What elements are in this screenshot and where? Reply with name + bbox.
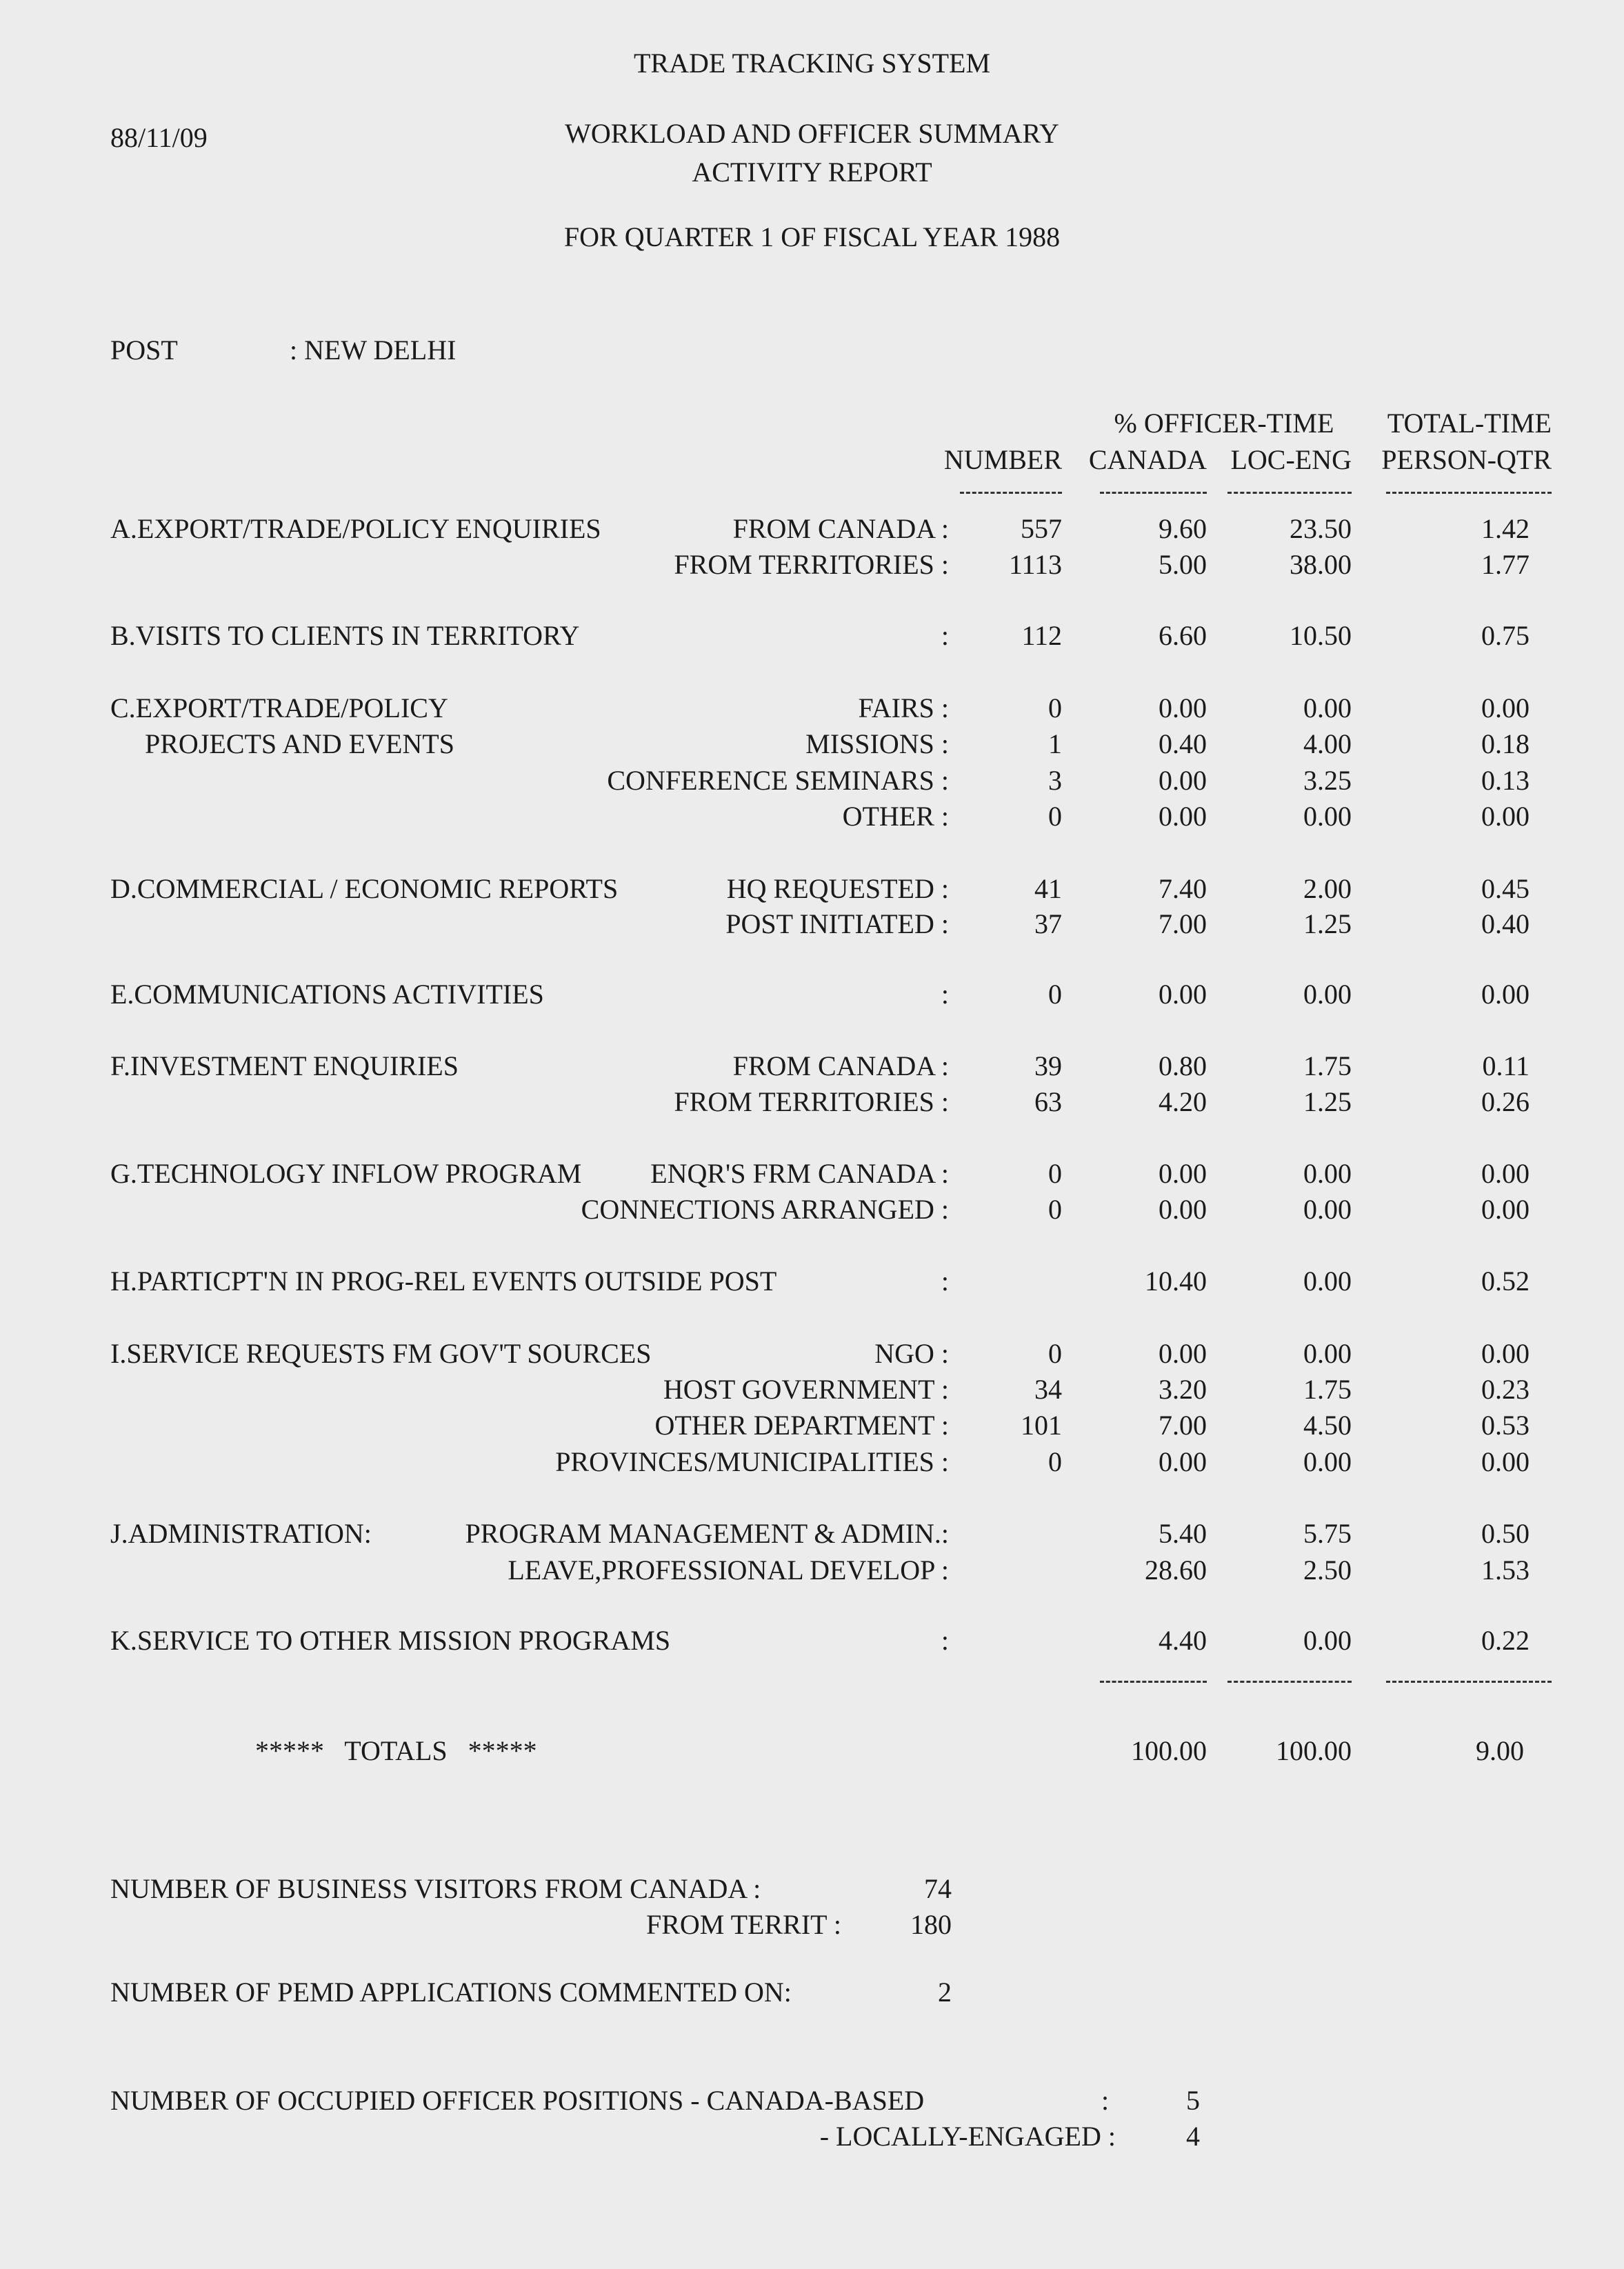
row-number: 41 xyxy=(1034,873,1062,904)
positions-canada-value: 5 xyxy=(1186,2085,1200,2116)
row-subcategory: NGO : xyxy=(874,1338,949,1369)
row-subcategory: : xyxy=(941,620,949,651)
col-canada: CANADA xyxy=(1088,444,1207,475)
row-canada-pct: 4.20 xyxy=(1159,1086,1207,1117)
row-canada-pct: 5.40 xyxy=(1159,1518,1207,1549)
row-person-qtr: 0.00 xyxy=(1481,1158,1530,1189)
row-number: 0 xyxy=(1048,1446,1062,1477)
row-subcategory: FROM CANADA : xyxy=(732,513,949,544)
totals-label: ***** TOTALS ***** xyxy=(255,1735,537,1766)
row-person-qtr: 0.26 xyxy=(1481,1086,1530,1117)
row-category: I.SERVICE REQUESTS FM GOV'T SOURCES xyxy=(110,1338,652,1369)
col-group-officer-time: % OFFICER-TIME xyxy=(1114,408,1334,439)
totals-person-qtr: 9.00 xyxy=(1476,1735,1524,1766)
row-person-qtr: 0.18 xyxy=(1481,728,1530,759)
row-loc-eng-pct: 0.00 xyxy=(1303,1158,1352,1189)
row-loc-eng-pct: 0.00 xyxy=(1303,1194,1352,1225)
row-canada-pct: 0.00 xyxy=(1159,765,1207,796)
row-subcategory: CONFERENCE SEMINARS : xyxy=(607,765,949,796)
row-loc-eng-pct: 3.25 xyxy=(1303,765,1352,796)
row-number: 101 xyxy=(1021,1410,1062,1441)
row-number: 63 xyxy=(1034,1086,1062,1117)
positions-canada-sep: : xyxy=(1101,2085,1110,2116)
row-number: 0 xyxy=(1048,692,1062,723)
report-period: FOR QUARTER 1 OF FISCAL YEAR 1988 xyxy=(563,221,1061,252)
row-loc-eng-pct: 38.00 xyxy=(1290,549,1352,580)
row-category: E.COMMUNICATIONS ACTIVITIES xyxy=(110,979,544,1010)
loc-eng-total-rule xyxy=(1227,1681,1352,1683)
row-number: 3 xyxy=(1048,765,1062,796)
row-loc-eng-pct: 1.25 xyxy=(1303,1086,1352,1117)
row-subcategory: : xyxy=(941,979,949,1010)
pemd-label: NUMBER OF PEMD APPLICATIONS COMMENTED ON: xyxy=(110,1977,792,2008)
row-person-qtr: 0.00 xyxy=(1481,1338,1530,1369)
row-person-qtr: 0.00 xyxy=(1481,801,1530,832)
report-subtitle: ACTIVITY REPORT xyxy=(692,157,932,188)
row-subcategory: FAIRS : xyxy=(858,692,949,723)
row-canada-pct: 7.00 xyxy=(1159,908,1207,939)
row-loc-eng-pct: 0.00 xyxy=(1303,1338,1352,1369)
row-category: PROJECTS AND EVENTS xyxy=(145,728,454,759)
visitors-territ-value: 180 xyxy=(910,1909,952,1940)
post-label: POST xyxy=(110,334,178,366)
row-person-qtr: 0.23 xyxy=(1481,1374,1530,1405)
row-canada-pct: 0.00 xyxy=(1159,979,1207,1010)
row-number: 0 xyxy=(1048,1338,1062,1369)
row-person-qtr: 1.77 xyxy=(1481,549,1530,580)
row-number: 0 xyxy=(1048,1194,1062,1225)
row-subcategory: HQ REQUESTED : xyxy=(726,873,949,904)
row-person-qtr: 0.22 xyxy=(1481,1625,1530,1656)
row-canada-pct: 0.00 xyxy=(1159,1194,1207,1225)
system-title: TRADE TRACKING SYSTEM xyxy=(633,48,991,79)
col-number: NUMBER xyxy=(943,444,1062,475)
row-subcategory: OTHER DEPARTMENT : xyxy=(654,1410,949,1441)
row-category: J.ADMINISTRATION: xyxy=(110,1518,372,1549)
row-loc-eng-pct: 0.00 xyxy=(1303,1446,1352,1477)
row-canada-pct: 0.00 xyxy=(1159,1338,1207,1369)
row-loc-eng-pct: 0.00 xyxy=(1303,1266,1352,1297)
row-subcategory: MISSIONS : xyxy=(805,728,949,759)
col-group-total-time: TOTAL-TIME xyxy=(1387,408,1552,439)
positions-canada-label: NUMBER OF OCCUPIED OFFICER POSITIONS - CANADA-BASED xyxy=(110,2085,925,2116)
row-person-qtr: 0.45 xyxy=(1481,873,1530,904)
row-canada-pct: 9.60 xyxy=(1159,513,1207,544)
row-number: 557 xyxy=(1021,513,1062,544)
row-category: F.INVESTMENT ENQUIRIES xyxy=(110,1050,459,1081)
row-category: H.PARTICPT'N IN PROG-REL EVENTS OUTSIDE POST xyxy=(110,1266,777,1297)
row-canada-pct: 28.60 xyxy=(1145,1555,1207,1586)
row-number: 39 xyxy=(1034,1050,1062,1081)
row-loc-eng-pct: 1.75 xyxy=(1303,1050,1352,1081)
row-loc-eng-pct: 10.50 xyxy=(1290,620,1352,651)
row-number: 37 xyxy=(1034,908,1062,939)
row-category: K.SERVICE TO OTHER MISSION PROGRAMS xyxy=(110,1625,671,1656)
row-person-qtr: 1.42 xyxy=(1481,513,1530,544)
row-number: 1 xyxy=(1048,728,1062,759)
pemd-value: 2 xyxy=(938,1977,952,2008)
row-person-qtr: 0.00 xyxy=(1481,692,1530,723)
row-person-qtr: 0.11 xyxy=(1482,1050,1530,1081)
row-number: 112 xyxy=(1021,620,1062,651)
row-loc-eng-pct: 0.00 xyxy=(1303,692,1352,723)
row-category: C.EXPORT/TRADE/POLICY xyxy=(110,692,448,723)
row-loc-eng-pct: 1.75 xyxy=(1303,1374,1352,1405)
row-number: 34 xyxy=(1034,1374,1062,1405)
row-person-qtr: 0.52 xyxy=(1481,1266,1530,1297)
row-canada-pct: 7.00 xyxy=(1159,1410,1207,1441)
canada-total-rule xyxy=(1100,1681,1207,1683)
row-loc-eng-pct: 0.00 xyxy=(1303,801,1352,832)
row-canada-pct: 0.80 xyxy=(1159,1050,1207,1081)
row-category: B.VISITS TO CLIENTS IN TERRITORY xyxy=(110,620,580,651)
row-subcategory: FROM CANADA : xyxy=(732,1050,949,1081)
row-person-qtr: 0.00 xyxy=(1481,1446,1530,1477)
positions-local-label: - LOCALLY-ENGAGED : xyxy=(819,2121,1116,2152)
report-date: 88/11/09 xyxy=(110,122,208,153)
totals-canada: 100.00 xyxy=(1131,1735,1207,1766)
row-number: 0 xyxy=(1048,801,1062,832)
row-canada-pct: 5.00 xyxy=(1159,549,1207,580)
loc-eng-underline xyxy=(1227,492,1352,494)
row-canada-pct: 4.40 xyxy=(1159,1625,1207,1656)
row-category: D.COMMERCIAL / ECONOMIC REPORTS xyxy=(110,873,619,904)
row-loc-eng-pct: 2.00 xyxy=(1303,873,1352,904)
row-number: 1113 xyxy=(1008,549,1062,580)
row-subcategory: CONNECTIONS ARRANGED : xyxy=(581,1194,949,1225)
row-loc-eng-pct: 4.50 xyxy=(1303,1410,1352,1441)
row-subcategory: : xyxy=(941,1266,949,1297)
row-person-qtr: 0.13 xyxy=(1481,765,1530,796)
row-loc-eng-pct: 0.00 xyxy=(1303,1625,1352,1656)
row-subcategory: POST INITIATED : xyxy=(725,908,949,939)
row-subcategory: PROGRAM MANAGEMENT & ADMIN.: xyxy=(465,1518,949,1549)
row-category: G.TECHNOLOGY INFLOW PROGRAM xyxy=(110,1158,582,1189)
row-loc-eng-pct: 0.00 xyxy=(1303,979,1352,1010)
number-underline xyxy=(960,492,1062,494)
row-loc-eng-pct: 4.00 xyxy=(1303,728,1352,759)
row-person-qtr: 0.40 xyxy=(1481,908,1530,939)
row-canada-pct: 0.00 xyxy=(1159,1158,1207,1189)
row-canada-pct: 0.40 xyxy=(1159,728,1207,759)
post-value: : NEW DELHI xyxy=(290,334,457,366)
row-loc-eng-pct: 23.50 xyxy=(1290,513,1352,544)
col-person-qtr: PERSON-QTR xyxy=(1381,444,1552,475)
row-person-qtr: 0.00 xyxy=(1481,979,1530,1010)
row-person-qtr: 0.50 xyxy=(1481,1518,1530,1549)
row-subcategory: OTHER : xyxy=(842,801,949,832)
visitors-canada-label: NUMBER OF BUSINESS VISITORS FROM CANADA : xyxy=(110,1873,761,1904)
row-number: 0 xyxy=(1048,1158,1062,1189)
canada-underline xyxy=(1100,492,1207,494)
row-canada-pct: 10.40 xyxy=(1145,1266,1207,1297)
row-subcategory: FROM TERRITORIES : xyxy=(674,549,949,580)
col-loc-eng: LOC-ENG xyxy=(1230,444,1352,475)
row-category: A.EXPORT/TRADE/POLICY ENQUIRIES xyxy=(110,513,601,544)
row-person-qtr: 1.53 xyxy=(1481,1555,1530,1586)
row-canada-pct: 7.40 xyxy=(1159,873,1207,904)
row-subcategory: HOST GOVERNMENT : xyxy=(663,1374,949,1405)
row-loc-eng-pct: 2.50 xyxy=(1303,1555,1352,1586)
report-title: WORKLOAD AND OFFICER SUMMARY xyxy=(565,118,1059,149)
row-loc-eng-pct: 5.75 xyxy=(1303,1518,1352,1549)
totals-loc-eng: 100.00 xyxy=(1276,1735,1352,1766)
row-subcategory: LEAVE,PROFESSIONAL DEVELOP : xyxy=(508,1555,949,1586)
person-qtr-total-rule xyxy=(1386,1681,1552,1683)
row-person-qtr: 0.75 xyxy=(1481,620,1530,651)
row-loc-eng-pct: 1.25 xyxy=(1303,908,1352,939)
positions-local-value: 4 xyxy=(1186,2121,1200,2152)
row-canada-pct: 3.20 xyxy=(1159,1374,1207,1405)
visitors-territ-label: FROM TERRIT : xyxy=(645,1909,841,1940)
visitors-canada-value: 74 xyxy=(924,1873,952,1904)
row-canada-pct: 6.60 xyxy=(1159,620,1207,651)
row-subcategory: PROVINCES/MUNICIPALITIES : xyxy=(555,1446,949,1477)
row-subcategory: FROM TERRITORIES : xyxy=(674,1086,949,1117)
row-subcategory: ENQR'S FRM CANADA : xyxy=(650,1158,949,1189)
person-qtr-underline xyxy=(1386,492,1552,494)
row-canada-pct: 0.00 xyxy=(1159,692,1207,723)
row-canada-pct: 0.00 xyxy=(1159,1446,1207,1477)
row-person-qtr: 0.00 xyxy=(1481,1194,1530,1225)
row-person-qtr: 0.53 xyxy=(1481,1410,1530,1441)
row-number: 0 xyxy=(1048,979,1062,1010)
row-canada-pct: 0.00 xyxy=(1159,801,1207,832)
row-subcategory: : xyxy=(941,1625,949,1656)
